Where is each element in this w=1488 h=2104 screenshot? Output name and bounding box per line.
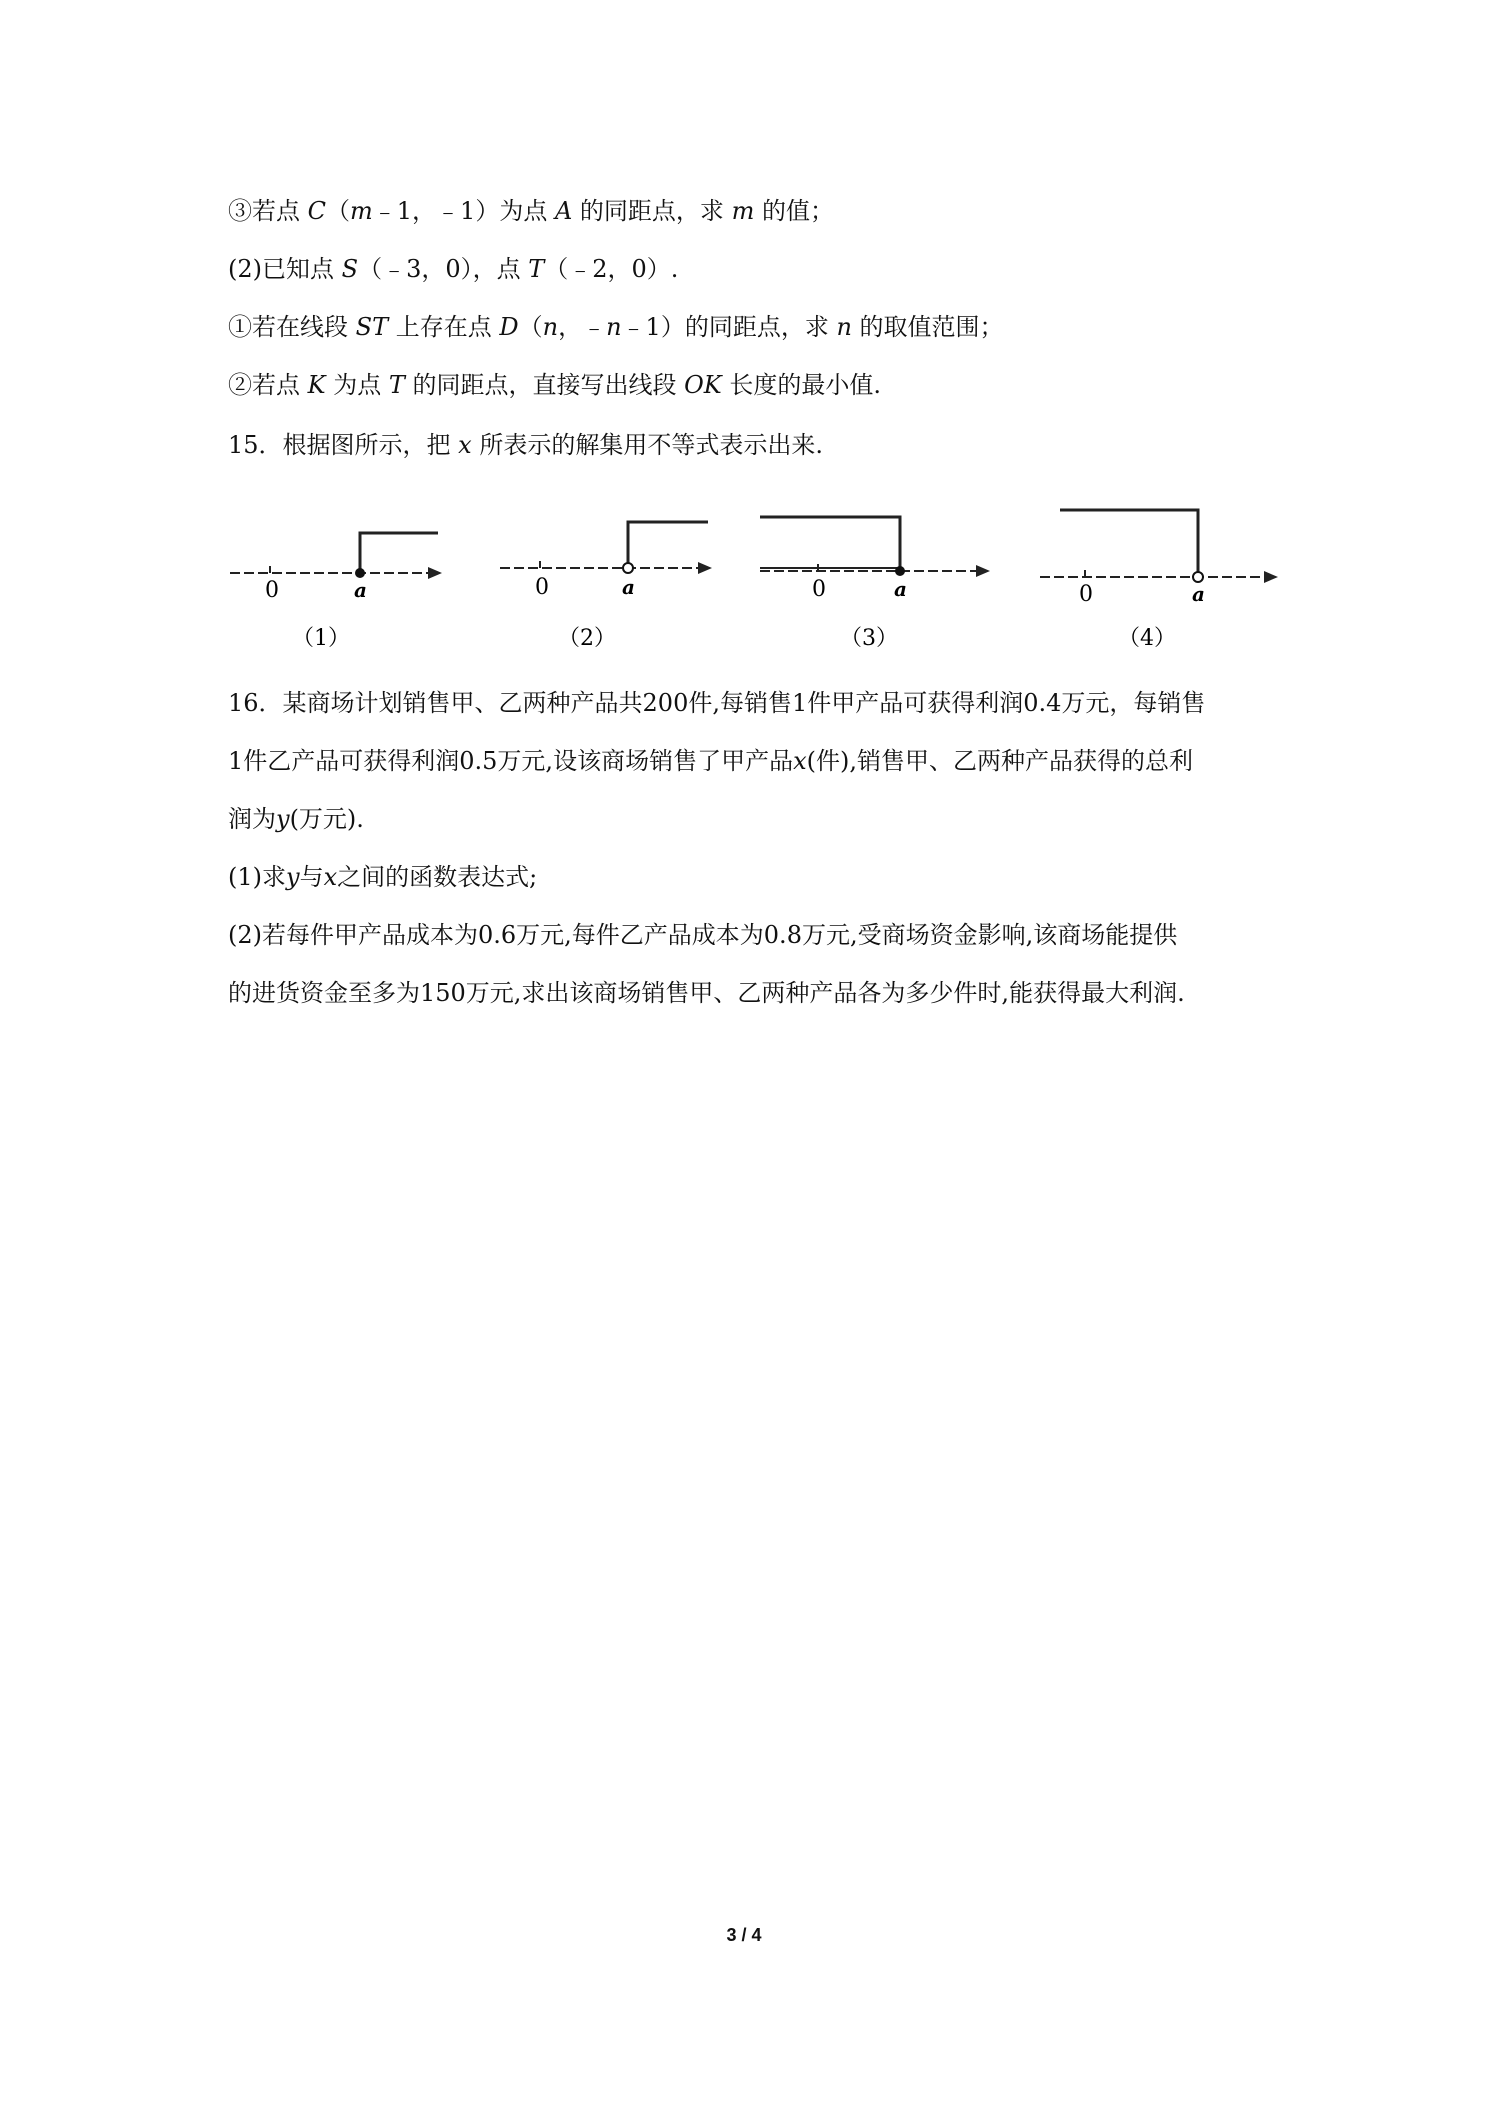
arrow-head-icon [976, 565, 990, 577]
text-line-1: ③若点 C（m﹣1，﹣1）为点 A 的同距点，求 m 的值； [228, 197, 834, 225]
text-line-3: ①若在线段 ST 上存在点 D（n，﹣n﹣1）的同距点，求 n 的取值范围； [228, 313, 1004, 341]
open-point [623, 563, 633, 573]
figure-caption: （4） [1118, 626, 1176, 651]
arrow-head-icon [428, 567, 442, 579]
figure-caption: （1） [292, 626, 350, 651]
problem-16-statement-line-3: 润为y(万元). [228, 805, 364, 833]
point-label: a [354, 578, 367, 602]
solution-ray [760, 517, 900, 571]
solution-ray [1060, 510, 1198, 572]
number-line-figures [220, 500, 1290, 660]
solution-ray [360, 533, 438, 573]
problem-15-statement: 15．根据图所示，把 x 所表示的解集用不等式表示出来. [228, 431, 823, 459]
problem-16-part-2-line-1: (2)若每件甲产品成本为0.6万元,每件乙产品成本为0.8万元,受商场资金影响,该商场能提供 [228, 921, 1178, 949]
number-line-figure-2 [490, 500, 730, 660]
point-label: a [1192, 582, 1205, 606]
filled-point [355, 568, 365, 578]
arrow-head-icon [698, 562, 712, 574]
point-label: a [622, 575, 635, 599]
number-line-figure-4 [1040, 500, 1290, 660]
figure-caption: （2） [558, 626, 616, 651]
origin-label: 0 [265, 578, 279, 603]
number-line-figure-3 [760, 500, 1020, 660]
open-point [1193, 572, 1203, 582]
figure-caption: （3） [840, 626, 898, 651]
filled-point [895, 566, 905, 576]
problem-16-part-1: (1)求y与x之间的函数表达式; [228, 863, 538, 891]
solution-ray [628, 522, 708, 563]
origin-label: 0 [812, 577, 826, 602]
number-line-figure-1 [220, 500, 460, 660]
problem-16-statement-line-2: 1件乙产品可获得利润0.5万元,设该商场销售了甲产品x(件),销售甲、乙两种产品获得的总利 [228, 747, 1193, 775]
page-number: 3 / 4 [726, 1925, 762, 1945]
problem-16-statement-line-1: 16．某商场计划销售甲、乙两种产品共200件,每销售1件甲产品可获得利润0.4万元，每销售 [228, 689, 1206, 717]
text-line-4: ②若点 K 为点 T 的同距点，直接写出线段 OK 长度的最小值. [228, 371, 881, 399]
origin-label: 0 [535, 575, 549, 600]
origin-label: 0 [1079, 582, 1093, 607]
text-line-2: (2)已知点 S（﹣3，0），点 T（﹣2，0）. [228, 255, 679, 283]
problem-16-part-2-line-2: 的进货资金至多为150万元,求出该商场销售甲、乙两种产品各为多少件时,能获得最大利润. [228, 979, 1185, 1007]
point-label: a [894, 577, 907, 601]
arrow-head-icon [1264, 571, 1278, 583]
